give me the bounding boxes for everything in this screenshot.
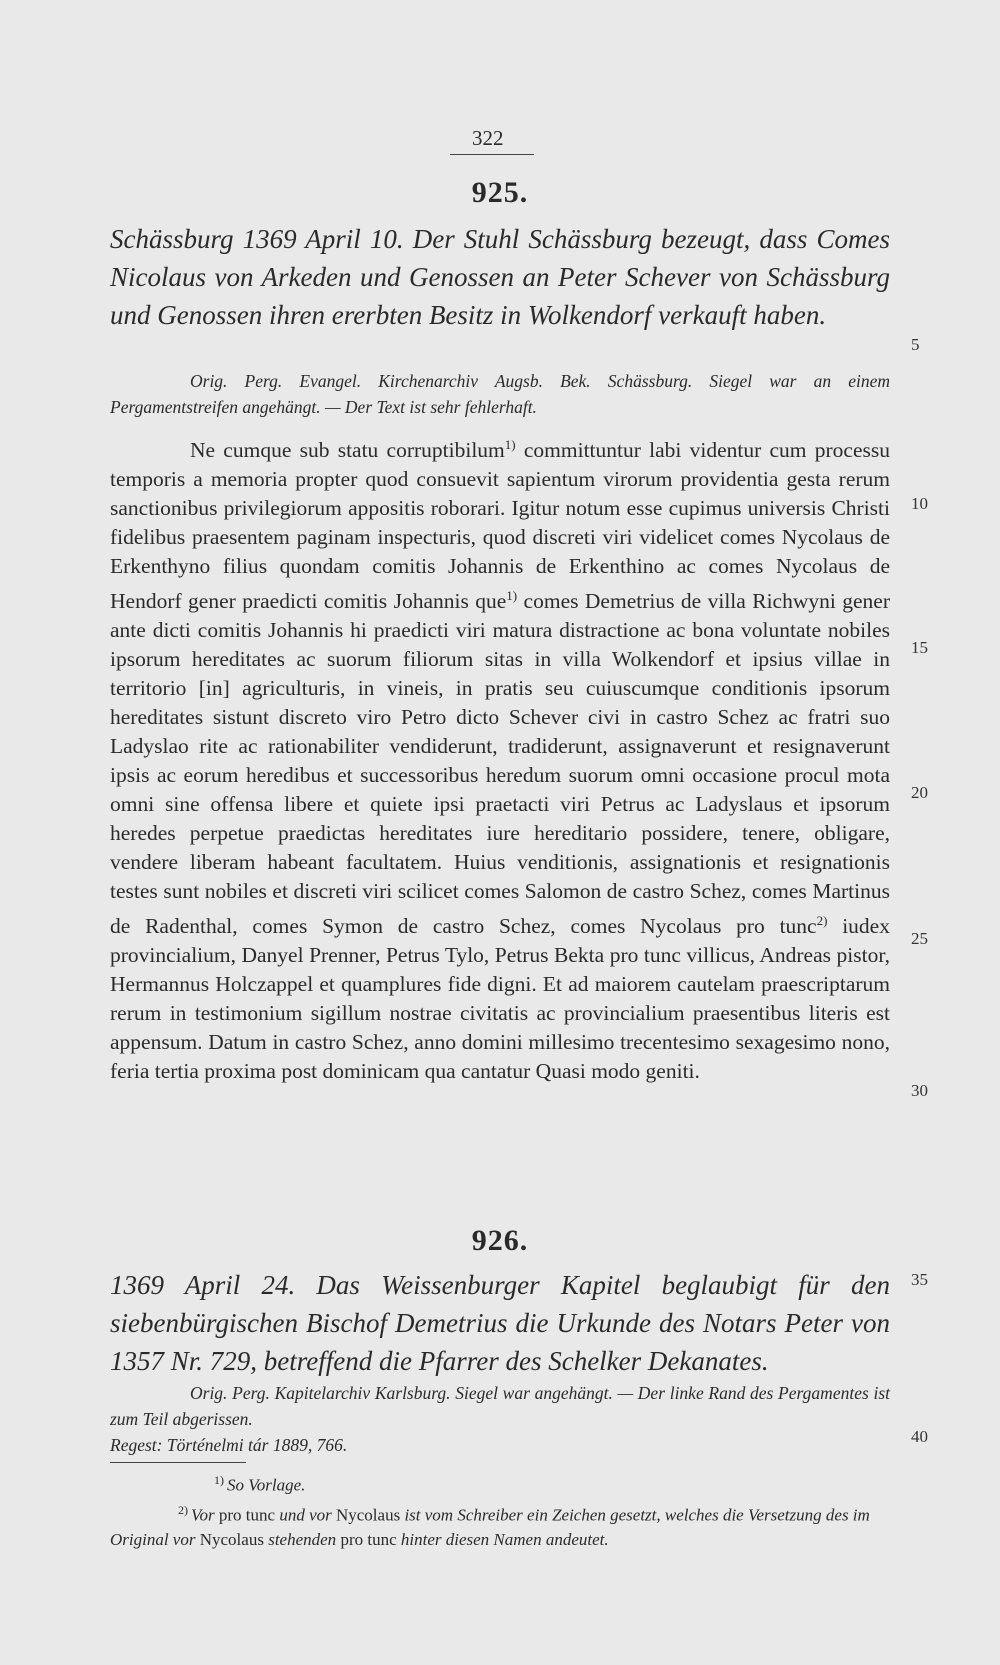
line-number: 20: [911, 783, 928, 802]
regest-925: Schässburg 1369 April 10. Der Stuhl Schässburg bezeugt, dass Comes Nicolaus von Arkeden und Genossen an Peter Schever von Schässburg und Genossen ihren ererbten Besitz in Wolkendorf verkauft haben.: [110, 224, 890, 330]
line-number: 40: [911, 1427, 928, 1446]
footnote-text: pro tunc: [218, 1505, 276, 1525]
footnote-text: Nycolaus: [335, 1505, 401, 1525]
footnote-2: [110, 1498, 900, 1553]
footnote-1: [110, 1468, 900, 1498]
document-number-925: 925.: [471, 176, 529, 209]
footnote-ref-2: 2): [816, 913, 828, 929]
text-segment: comes Demetrius de villa Richwyni gener ante dicti comitis Johannis hi praedicti viri matura distractione ac bona voluntate nobiles ipsorum hereditates ac suorum filiorum sitas in villa Wolkendorf et ipsius villae in territorio [in] agriculturis, in vineis, in pratis seu cuiuscumque conditionis ipsorum hereditates sistunt discreto viro Petro dicto Schever civi in castro Schez ac fratri suo Ladyslao rite ac rationabiliter vendiderunt, tradiderunt, assignaverunt et resignaverunt ipsis ac eorum heredibus et successoribus heredum suorum omni occasione procul mota omni sine offensa libere et quiete ipsi praetacti viri Petrus ac Ladyslaus et ipsorum heredes perpetue praedictas hereditates iure hereditario possidere, tenere, obligare, vendere liberam habeant facultatem. Huius venditionis, assignationis et resignationis testes sunt nobiles et discreti viri scilicet comes Salomon de castro Schez, comes Martinus de Radenthal, comes Symon de castro Schez, comes Nycolaus pro tunc: [110, 589, 890, 939]
line-number: 15: [911, 638, 928, 657]
footnote-mark: 2): [178, 1502, 188, 1517]
footnote-text: hinter diesen Namen andeutet.: [396, 1530, 609, 1550]
footnote-text: stehenden: [263, 1530, 341, 1550]
source-text: Orig. Perg. Kapitelarchiv Karlsburg. Siegel war angehängt. — Der linke Rand des Pergamentes ist zum Teil abgerissen.: [110, 1383, 890, 1429]
source-note-925: Orig. Perg. Evangel. Kirchenarchiv Augsb. Bek. Schässburg. Siegel war an einem Pergamentstreifen angehängt. — Der Text ist sehr fehlerhaft.: [110, 371, 890, 417]
line-number: 25: [911, 929, 928, 948]
text-segment: committuntur labi videntur cum processu temporis a memoria propter quod consuevit sapientum virorum providentia gesta rerum sanctionibus privilegiorum appositis roborari. Igitur notum esse cupimus universis Christi fidelibus praesentem paginam inspecturis, quod discreti viri videlicet comes Nycolaus de Erkenthyno filius quondam comitis Johannis de Erkenthino ac comes Nycolaus de Hendorf gener praedicti comitis Johannis que: [110, 438, 890, 614]
footnote-rule: [110, 1462, 246, 1463]
document-number-926: 926.: [471, 1224, 529, 1257]
regest-reference: Regest: Történelmi tár 1889, 766.: [110, 1435, 348, 1455]
text-segment: iudex provincialium, Danyel Prenner, Petrus Tylo, Petrus Bekta pro tunc villicus, Andreas pistor, Hermannus Holczappel et quamplures fide digni. Et ad maiorem cautelam praescriptarum rerum in testimonium sigillum nostrae civitatis ac provincialium praesentibus literis est appensum. Datum in castro Schez, anno domini millesimo trecentesimo sexagesimo nono, feria tertia proxima post dominicam qua cantatur Quasi modo geniti.: [110, 914, 890, 1084]
footnote-text: Vor: [191, 1505, 219, 1525]
footnote-text: So Vorlage.: [227, 1475, 306, 1495]
document-text-925: [110, 430, 890, 1086]
margin-line-numbers: [905, 0, 965, 1665]
footnote-text: und vor: [275, 1505, 336, 1525]
footnote-text: pro tunc: [340, 1530, 397, 1550]
line-number: 5: [911, 335, 920, 354]
line-number: 30: [911, 1081, 928, 1100]
footnote-ref-1b: 1): [506, 588, 518, 604]
line-number: 10: [911, 494, 928, 513]
footnotes: [110, 1468, 900, 1552]
page-number-rule: [450, 154, 534, 155]
footnote-text: Nycolaus: [199, 1530, 264, 1550]
footnote-ref-1: 1): [504, 437, 516, 452]
line-number: 35: [911, 1270, 928, 1289]
text-segment: Ne cumque sub statu corruptibilum: [190, 438, 505, 463]
page-number: 322: [472, 126, 504, 150]
regest-926: 1369 April 24. Das Weissenburger Kapitel beglaubigt für den siebenbürgischen Bischof Demetrius die Urkunde des Notars Peter von 1357 Nr. 729, betreffend die Pfarrer des Schelker Dekanates.: [110, 1270, 890, 1376]
source-note-926: [110, 1380, 890, 1458]
footnote-mark: 1): [214, 1473, 224, 1487]
footnote-text: ist vom Schreiber ein Zeichen gesetzt, welches die Versetzung des im Original vor: [110, 1505, 870, 1550]
